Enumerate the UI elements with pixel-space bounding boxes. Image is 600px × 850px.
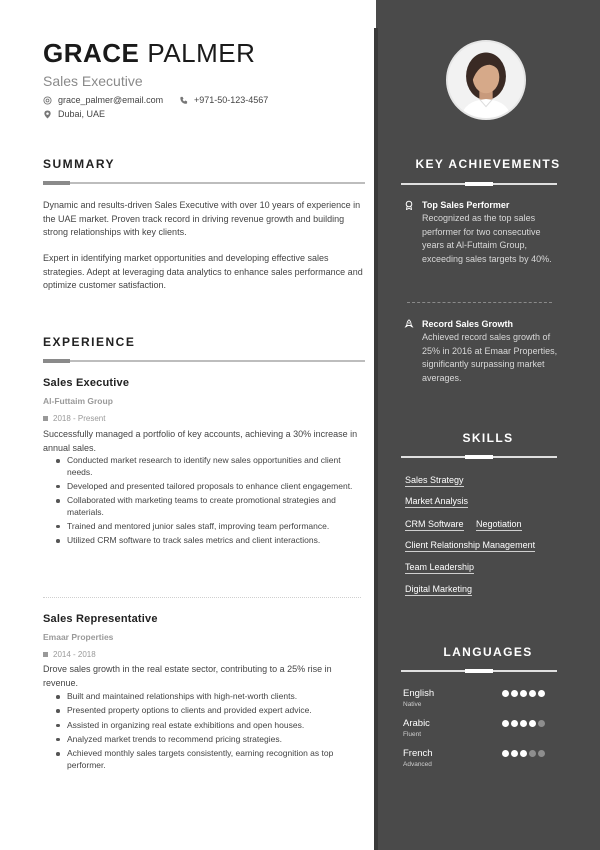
email-contact[interactable] [43,95,163,105]
experience-rule [43,360,365,362]
list-item: Developed and presented tailored proposals to enhance client engagement. [55,481,365,493]
job-2-title: Sales Representative [43,613,158,625]
job-1-intro: Successfully managed a portfolio of key accounts, achieving a 30% increase in annual sales. [43,429,358,453]
language-level: Native [403,701,422,708]
calendar-icon [43,416,48,421]
achievement-2-title: Record Sales Growth [422,319,514,329]
achievements-divider [407,302,552,303]
portrait-icon [448,42,524,118]
languages-heading: LANGUAGES [443,645,533,659]
last-name: PALMER [147,38,256,68]
job-2-intro: Drove sales growth in the real estate sector, contributing to a 25% rise in revenue. [43,664,332,688]
skills-rule-accent [465,455,493,459]
job-1-bullets [55,455,365,549]
job-2-bullets [55,691,365,774]
achievement-1-title: Top Sales Performer [422,200,510,210]
achievements-rule-accent [465,182,493,186]
list-item: Utilized CRM software to track sales metrics and client interactions. [55,535,365,547]
phone-icon [179,96,188,105]
experience-heading: EXPERIENCE [43,335,136,349]
rocket-icon [404,319,414,329]
rating-dot-empty [529,750,536,757]
rating-dot-filled [529,690,536,697]
location-pin-icon [43,110,52,119]
rating-dot-filled [511,750,518,757]
summary-heading: SUMMARY [43,157,116,171]
list-item: Conducted market research to identify new sales opportunities and client needs. [55,455,365,478]
rating-dot-empty [538,720,545,727]
location-contact [43,109,105,119]
skill-tag: Digital Marketing [405,584,473,594]
skill-tag: Team Leadership [405,562,475,572]
language-name: Arabic [403,718,430,729]
list-item: Analyzed market trends to recommend pricing strategies. [55,734,365,746]
rating-dot-filled [520,720,527,727]
calendar-icon [43,652,48,657]
email-text: grace_palmer@email.com [58,95,164,105]
summary-paragraph-1: Dynamic and results-driven Sales Executive with over 10 years of experience in the UAE market. Proven track record in driving revenue growth and building strong relationships with key clients. [43,200,361,237]
list-item: Trained and mentored junior sales staff, improving team performance. [55,521,365,533]
achievement-1-text: Recognized as the top sales performer for two consecutive years at Al-Futtaim Group, exceeding sales targets by 40%. [422,213,552,264]
job-role: Sales Executive [43,73,143,89]
job-2-dates-text: 2014 - 2018 [53,650,96,659]
job-divider [43,597,361,598]
list-item: Built and maintained relationships with high-net-worth clients. [55,691,365,703]
job-2-company: Emaar Properties [43,632,114,642]
skill-tag: Sales Strategy [405,475,464,485]
rating-dot-filled [511,690,518,697]
skills-heading: SKILLS [462,431,514,445]
experience-rule-accent [43,359,70,363]
rating-dot-filled [502,720,509,727]
job-1-title: Sales Executive [43,377,130,389]
location-text: Dubai, UAE [58,109,106,119]
skill-tag: CRM Software [405,519,464,529]
language-name: English [403,688,435,699]
skill-tag: Client Relationship Management [405,540,536,550]
at-icon [43,96,52,105]
rating-dot-filled [529,720,536,727]
achievement-2-text: Achieved record sales growth of 25% in 2016 at Emaar Properties, significantly surpassing market averages. [422,332,558,383]
job-1-company: Al-Futtaim Group [43,396,113,406]
job-2-dates [43,650,96,659]
first-name: GRACE [43,38,140,68]
summary-paragraph-2: Expert in identifying market opportunities and developing effective sales strategies. Adept at leveraging data analytics to enhance sales performance and optimize customer satisfaction. [43,253,363,290]
list-item: Collaborated with marketing teams to create promotional strategies and materials. [55,495,365,518]
achievements-heading: KEY ACHIEVEMENTS [415,157,561,171]
rating-dot-filled [538,690,545,697]
skill-tag: Negotiation [476,519,522,529]
summary-rule [43,182,365,184]
profile-photo [446,40,526,120]
skill-tag: Market Analysis [405,496,469,506]
language-name: French [403,748,433,759]
phone-text: +971-50-123-4567 [194,95,269,105]
job-1-dates [43,414,105,423]
job-1-dates-text: 2018 - Present [53,414,106,423]
rating-dot-empty [538,750,545,757]
summary-rule-accent [43,181,70,185]
rating-dot-filled [511,720,518,727]
phone-contact[interactable] [179,95,268,105]
language-rating [502,750,545,757]
award-icon [404,200,414,210]
language-rating [502,690,545,697]
list-item: Presented property options to clients and provided expert advice. [55,705,365,717]
full-name [43,38,255,69]
language-rating [502,720,545,727]
list-item: Achieved monthly sales targets consistently, earning recognition as top performer. [55,748,365,771]
list-item: Assisted in organizing real estate exhibitions and open houses. [55,720,365,732]
languages-rule-accent [465,669,493,673]
language-level: Advanced [403,761,432,768]
rating-dot-filled [502,750,509,757]
language-level: Fluent [403,731,422,738]
rating-dot-filled [520,750,527,757]
rating-dot-filled [520,690,527,697]
rating-dot-filled [502,690,509,697]
